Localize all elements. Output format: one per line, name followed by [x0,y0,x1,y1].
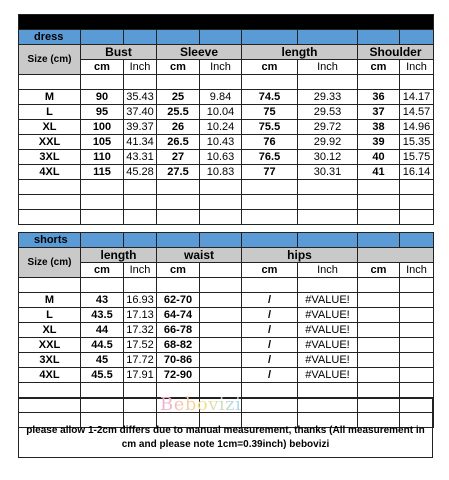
value-cell: 77 [242,165,298,180]
value-cell: 45 [81,353,124,368]
dress-section-row [19,30,434,45]
value-cell [200,353,242,368]
value-cell: 30.12 [298,150,358,165]
value-cell: 10.24 [200,120,242,135]
value-cell: 41.34 [124,135,157,150]
value-cell: 75.5 [242,120,298,135]
value-cell: 64-74 [157,308,200,323]
value-cell: 10.83 [200,165,242,180]
value-cell: 41 [358,165,400,180]
size-cell: XL [19,323,81,338]
value-cell: 17.72 [124,353,157,368]
value-cell: 39 [358,135,400,150]
value-cell: 29.72 [298,120,358,135]
shorts-header-hips: hips [242,248,358,263]
value-cell: 16.14 [400,165,434,180]
value-cell: #VALUE! [298,323,358,338]
title-row [19,15,434,30]
value-cell [200,293,242,308]
dress-header-row [19,45,434,60]
value-cell [400,293,434,308]
dress-section-label: dress [19,30,81,45]
value-cell [358,368,400,383]
value-cell: / [242,308,298,323]
value-cell: 37 [358,105,400,120]
value-cell: 76 [242,135,298,150]
shorts-row [19,353,434,368]
value-cell: 30.31 [298,165,358,180]
value-cell [358,293,400,308]
dress-row [19,135,434,150]
value-cell: 90 [81,90,124,105]
value-cell [358,323,400,338]
value-cell: 45.5 [81,368,124,383]
dress-unit: cm [358,60,400,75]
value-cell [200,338,242,353]
value-cell: 43 [81,293,124,308]
value-cell [400,323,434,338]
shorts-row [19,323,434,338]
dress-header-sleeve: Sleeve [157,45,242,60]
shorts-row [19,308,434,323]
value-cell: 95 [81,105,124,120]
size-cell: 3XL [19,353,81,368]
dress-size-header: Size (cm) [19,45,81,75]
size-cell: XXL [19,338,81,353]
size-cell: L [19,308,81,323]
shorts-unit: Inch [400,263,434,278]
dress-unit: Inch [200,60,242,75]
value-cell: 25 [157,90,200,105]
brand-watermark: Bebovizi [160,394,242,415]
dress-header-bust: Bust [81,45,157,60]
value-cell: 72-90 [157,368,200,383]
value-cell: / [242,368,298,383]
shorts-unit [200,263,242,278]
shorts-row [19,293,434,308]
value-cell: 9.84 [200,90,242,105]
value-cell: 10.63 [200,150,242,165]
value-cell: 29.33 [298,90,358,105]
value-cell: 110 [81,150,124,165]
dress-row [19,165,434,180]
value-cell: 17.32 [124,323,157,338]
value-cell: 44 [81,323,124,338]
size-cell: L [19,105,81,120]
value-cell: 26.5 [157,135,200,150]
value-cell [358,353,400,368]
value-cell [400,368,434,383]
shorts-unit-row [19,263,434,278]
value-cell: 66-78 [157,323,200,338]
value-cell: #VALUE! [298,368,358,383]
value-cell: 36 [358,90,400,105]
shorts-section-row [19,233,434,248]
value-cell: 38 [358,120,400,135]
value-cell [200,323,242,338]
value-cell: 14.17 [400,90,434,105]
shorts-unit: cm [358,263,400,278]
size-chart-sheet [18,14,433,428]
size-cell: M [19,293,81,308]
shorts-row [19,368,434,383]
dress-unit: cm [242,60,298,75]
shorts-size-header: Size (cm) [19,248,81,278]
value-cell: 75 [242,105,298,120]
dress-table [18,14,434,225]
size-cell: 4XL [19,368,81,383]
shorts-header-empty [358,248,434,263]
value-cell: 16.93 [124,293,157,308]
value-cell: / [242,353,298,368]
value-cell: #VALUE! [298,338,358,353]
dress-row [19,90,434,105]
value-cell: / [242,293,298,308]
size-cell: M [19,90,81,105]
value-cell: 100 [81,120,124,135]
value-cell: 74.5 [242,90,298,105]
dress-unit: Inch [400,60,434,75]
value-cell: #VALUE! [298,353,358,368]
value-cell: 70-86 [157,353,200,368]
value-cell: 105 [81,135,124,150]
page-title: Measurement [19,15,434,30]
shorts-unit: Inch [298,263,358,278]
value-cell [200,368,242,383]
value-cell: 29.53 [298,105,358,120]
size-cell: 4XL [19,165,81,180]
dress-unit: Inch [298,60,358,75]
value-cell: 43.31 [124,150,157,165]
value-cell: / [242,338,298,353]
value-cell: 115 [81,165,124,180]
measurement-note: please allow 1-2cm differs due to manual measurement, thanks (All measurement in cm and please note 1cm=0.39inch) bebovizi [26,425,425,450]
value-cell: 10.04 [200,105,242,120]
value-cell: 29.92 [298,135,358,150]
shorts-header-row [19,248,434,263]
value-cell [400,338,434,353]
value-cell [400,308,434,323]
dress-row [19,120,434,135]
value-cell [200,308,242,323]
value-cell: 37.40 [124,105,157,120]
value-cell: 43.5 [81,308,124,323]
dress-unit: cm [81,60,124,75]
dress-unit: Inch [124,60,157,75]
value-cell: 39.37 [124,120,157,135]
value-cell: 45.28 [124,165,157,180]
dress-row [19,150,434,165]
value-cell: 76.5 [242,150,298,165]
value-cell: 17.52 [124,338,157,353]
shorts-unit: cm [157,263,200,278]
value-cell: 44.5 [81,338,124,353]
value-cell: / [242,323,298,338]
value-cell: 17.13 [124,308,157,323]
value-cell: 10.43 [200,135,242,150]
shorts-unit: cm [242,263,298,278]
value-cell: 17.91 [124,368,157,383]
value-cell: 27.5 [157,165,200,180]
value-cell [358,308,400,323]
shorts-unit: Inch [124,263,157,278]
value-cell: 14.96 [400,120,434,135]
value-cell: 35.43 [124,90,157,105]
dress-header-shoulder: Shoulder [358,45,434,60]
shorts-unit: cm [81,263,124,278]
value-cell: #VALUE! [298,293,358,308]
size-cell: XL [19,120,81,135]
shorts-header-waist: waist [157,248,242,263]
value-cell [358,338,400,353]
size-cell: 3XL [19,150,81,165]
dress-unit: cm [157,60,200,75]
value-cell: 14.57 [400,105,434,120]
value-cell: 15.35 [400,135,434,150]
value-cell: 15.75 [400,150,434,165]
shorts-header-length: length [81,248,157,263]
value-cell: #VALUE! [298,308,358,323]
dress-unit-row [19,60,434,75]
value-cell: 68-82 [157,338,200,353]
value-cell: 40 [358,150,400,165]
value-cell: 27 [157,150,200,165]
dress-header-length: length [242,45,358,60]
value-cell [400,353,434,368]
value-cell: 26 [157,120,200,135]
dress-row [19,105,434,120]
value-cell: 62-70 [157,293,200,308]
shorts-row [19,338,434,353]
shorts-section-label: shorts [19,233,81,248]
value-cell: 25.5 [157,105,200,120]
size-cell: XXL [19,135,81,150]
